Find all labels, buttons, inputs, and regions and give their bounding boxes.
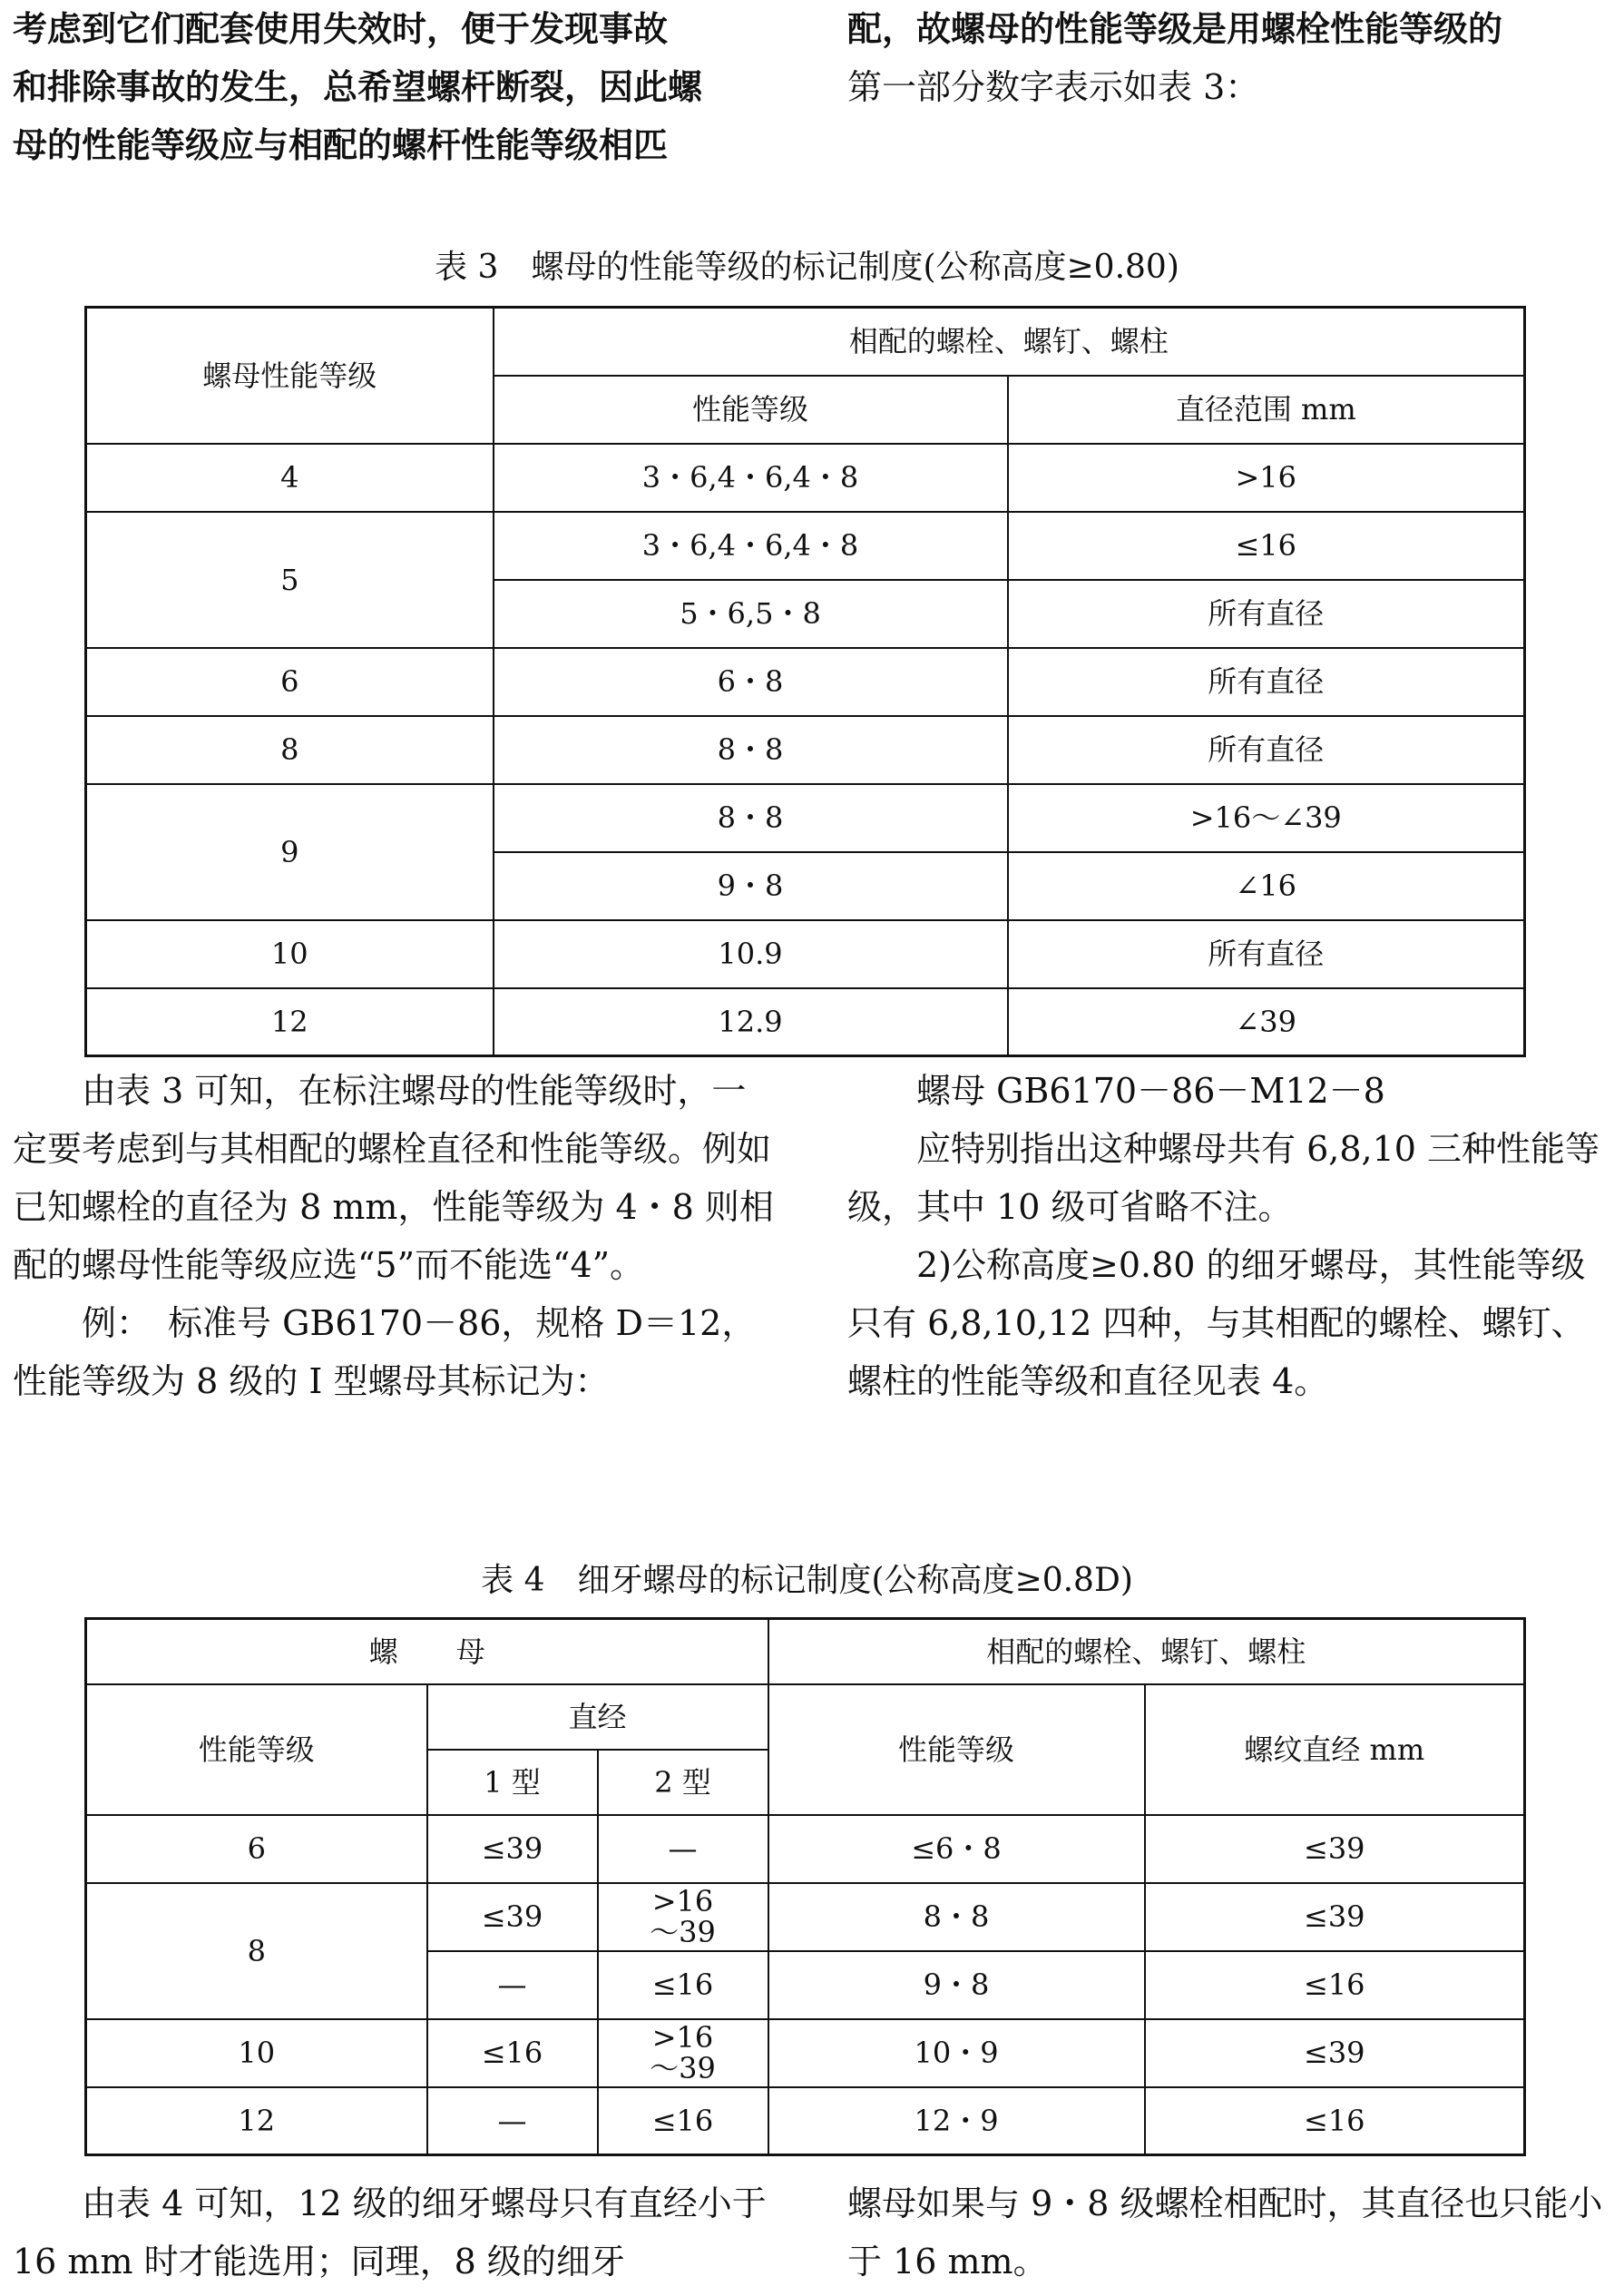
table-cell: 6 bbox=[86, 1815, 427, 1883]
table-header-row bbox=[86, 1619, 1525, 1684]
header-cell: 性能等级 bbox=[768, 1684, 1145, 1815]
header-cell: 相配的螺栓、螺钉、螺柱 bbox=[768, 1619, 1525, 1684]
table-cell: 8・8 bbox=[494, 716, 1008, 784]
bottom-right-column bbox=[847, 2174, 1609, 2291]
table-cell: ≤16 bbox=[598, 1951, 768, 2019]
header-cell: 性能等级 bbox=[494, 376, 1008, 444]
top-left-column bbox=[13, 0, 775, 174]
table-cell: ≤16 bbox=[427, 2019, 598, 2087]
body-paragraph: 螺母如果与 9・8 级螺栓相配时，其直径也只能小于 16 mm。 bbox=[847, 2183, 1603, 2281]
header-cell: 直径范围 mm bbox=[1008, 376, 1525, 444]
table-cell: 所有直径 bbox=[1008, 580, 1525, 648]
table-row bbox=[86, 512, 1525, 580]
table-cell: ≤39 bbox=[1145, 2019, 1525, 2087]
body-paragraph: 应特别指出这种螺母共有 6,8,10 三种性能等级，其中 10 级可省略不注。 bbox=[847, 1129, 1600, 1227]
body-line: 配，故螺母的性能等级是用螺栓性能等级的 bbox=[847, 8, 1503, 49]
header-cell: 性能等级 bbox=[86, 1684, 427, 1815]
table-cell: ≤39 bbox=[427, 1883, 598, 1951]
body-paragraph: 由表 4 可知，12 级的细牙螺母只有直经小于 16 mm 时才能选用；同理，8 级的细牙 bbox=[13, 2183, 767, 2281]
table-cell: 12 bbox=[86, 2087, 427, 2155]
table-row bbox=[86, 648, 1525, 716]
table4 bbox=[84, 1617, 1526, 2156]
header-cell: 2 型 bbox=[598, 1750, 768, 1815]
table-cell: 8・8 bbox=[768, 1883, 1145, 1951]
table-cell: — bbox=[598, 1815, 768, 1883]
body-line: 和排除事故的发生，总希望螺杆断裂，因此螺 bbox=[13, 66, 703, 107]
table-cell: ≤39 bbox=[1145, 1883, 1525, 1951]
table-cell: 4 bbox=[86, 444, 494, 512]
table-cell bbox=[598, 1883, 768, 1951]
table-cell: — bbox=[427, 2087, 598, 2155]
table-cell: ≤16 bbox=[1145, 1951, 1525, 2019]
table-cell: 6・8 bbox=[494, 648, 1008, 716]
table-cell: ≤16 bbox=[1145, 2087, 1525, 2155]
table-cell: 5 bbox=[86, 512, 494, 648]
top-right-column bbox=[847, 0, 1609, 116]
header-cell: 螺 母 bbox=[86, 1619, 768, 1684]
table-cell: 6 bbox=[86, 648, 494, 716]
header-cell: 直经 bbox=[427, 1684, 768, 1750]
header-cell: 螺母性能等级 bbox=[86, 308, 494, 444]
table-header-row bbox=[86, 308, 1525, 376]
table-row bbox=[86, 988, 1525, 1056]
middle-right-column bbox=[847, 1062, 1609, 1410]
table-cell: 所有直径 bbox=[1008, 648, 1525, 716]
table-cell: 9 bbox=[86, 784, 494, 920]
table-cell: 10.9 bbox=[494, 920, 1008, 988]
cell-line: ～39 bbox=[650, 1915, 716, 1949]
body-line: 第一部分数字表示如表 3： bbox=[847, 67, 1260, 107]
table-cell: 8 bbox=[86, 716, 494, 784]
table-row bbox=[86, 784, 1525, 852]
table-row bbox=[86, 2019, 1525, 2087]
table-cell: 所有直径 bbox=[1008, 920, 1525, 988]
table-cell bbox=[598, 2019, 768, 2087]
header-cell: 螺纹直经 mm bbox=[1145, 1684, 1525, 1815]
body-paragraph: 2)公称高度≥0.80 的细牙螺母，其性能等级只有 6,8,10,12 四种，与其相配的螺栓、螺钉、螺柱的性能等级和直径见表 4。 bbox=[847, 1245, 1586, 1401]
table-cell: ≤39 bbox=[427, 1815, 598, 1883]
body-line: 母的性能等级应与相配的螺杆性能等级相匹 bbox=[13, 124, 669, 165]
table-row bbox=[86, 1815, 1525, 1883]
cell-line: ～39 bbox=[650, 2051, 716, 2085]
table-cell: 9・8 bbox=[768, 1951, 1145, 2019]
table-row bbox=[86, 2087, 1525, 2155]
table-cell: >16～∠39 bbox=[1008, 784, 1525, 852]
body-paragraph: 例： 标准号 GB6170－86，规格 D＝12，性能等级为 8 级的 I 型螺母其标记为： bbox=[13, 1303, 757, 1401]
body-line: 考虑到它们配套使用失效时，便于发现事故 bbox=[13, 8, 669, 49]
table-cell: >16 bbox=[1008, 444, 1525, 512]
table-cell: 10 bbox=[86, 2019, 427, 2087]
table-cell: 10 bbox=[86, 920, 494, 988]
table-cell: 3・6,4・6,4・8 bbox=[494, 512, 1008, 580]
table-row bbox=[86, 920, 1525, 988]
table-row bbox=[86, 444, 1525, 512]
table-cell: — bbox=[427, 1951, 598, 2019]
header-cell: 相配的螺栓、螺钉、螺柱 bbox=[494, 308, 1525, 376]
cell-line: >16 bbox=[651, 1884, 714, 1918]
table-cell: 8・8 bbox=[494, 784, 1008, 852]
table-cell: ≤16 bbox=[598, 2087, 768, 2155]
table-cell: 3・6,4・6,4・8 bbox=[494, 444, 1008, 512]
table-cell: ≤6・8 bbox=[768, 1815, 1145, 1883]
table-cell: 10・9 bbox=[768, 2019, 1145, 2087]
table-cell: ∠39 bbox=[1008, 988, 1525, 1056]
table-cell: 5・6,5・8 bbox=[494, 580, 1008, 648]
table-cell: ≤39 bbox=[1145, 1815, 1525, 1883]
table-cell: ∠16 bbox=[1008, 852, 1525, 920]
table-cell: 12.9 bbox=[494, 988, 1008, 1056]
bottom-left-column bbox=[13, 2174, 775, 2291]
body-paragraph: 螺母 GB6170－86－M12－8 bbox=[916, 1071, 1385, 1111]
table-row bbox=[86, 716, 1525, 784]
table-row bbox=[86, 1883, 1525, 1951]
table-cell: 8 bbox=[86, 1883, 427, 2019]
header-cell: 1 型 bbox=[427, 1750, 598, 1815]
table-cell: 9・8 bbox=[494, 852, 1008, 920]
table-cell: 12・9 bbox=[768, 2087, 1145, 2155]
table4-caption: 表 4 细牙螺母的标记制度(公称高度≥0.8D) bbox=[481, 1562, 1133, 1599]
body-paragraph: 由表 3 可知，在标注螺母的性能等级时，一定要考虑到与其相配的螺栓直径和性能等级。例如已知螺栓的直径为 8 mm，性能等级为 4・8 则相配的螺母性能等级应选“5”而不能选“4”。 bbox=[13, 1071, 774, 1285]
table3 bbox=[84, 306, 1526, 1057]
cell-line: >16 bbox=[651, 2020, 714, 2055]
table-cell: ≤16 bbox=[1008, 512, 1525, 580]
table-header-row bbox=[86, 1684, 1525, 1750]
table-cell: 12 bbox=[86, 988, 494, 1056]
table-cell: 所有直径 bbox=[1008, 716, 1525, 784]
table3-caption: 表 3 螺母的性能等级的标记制度(公称高度≥0.80) bbox=[435, 249, 1179, 286]
middle-left-column bbox=[13, 1062, 775, 1410]
